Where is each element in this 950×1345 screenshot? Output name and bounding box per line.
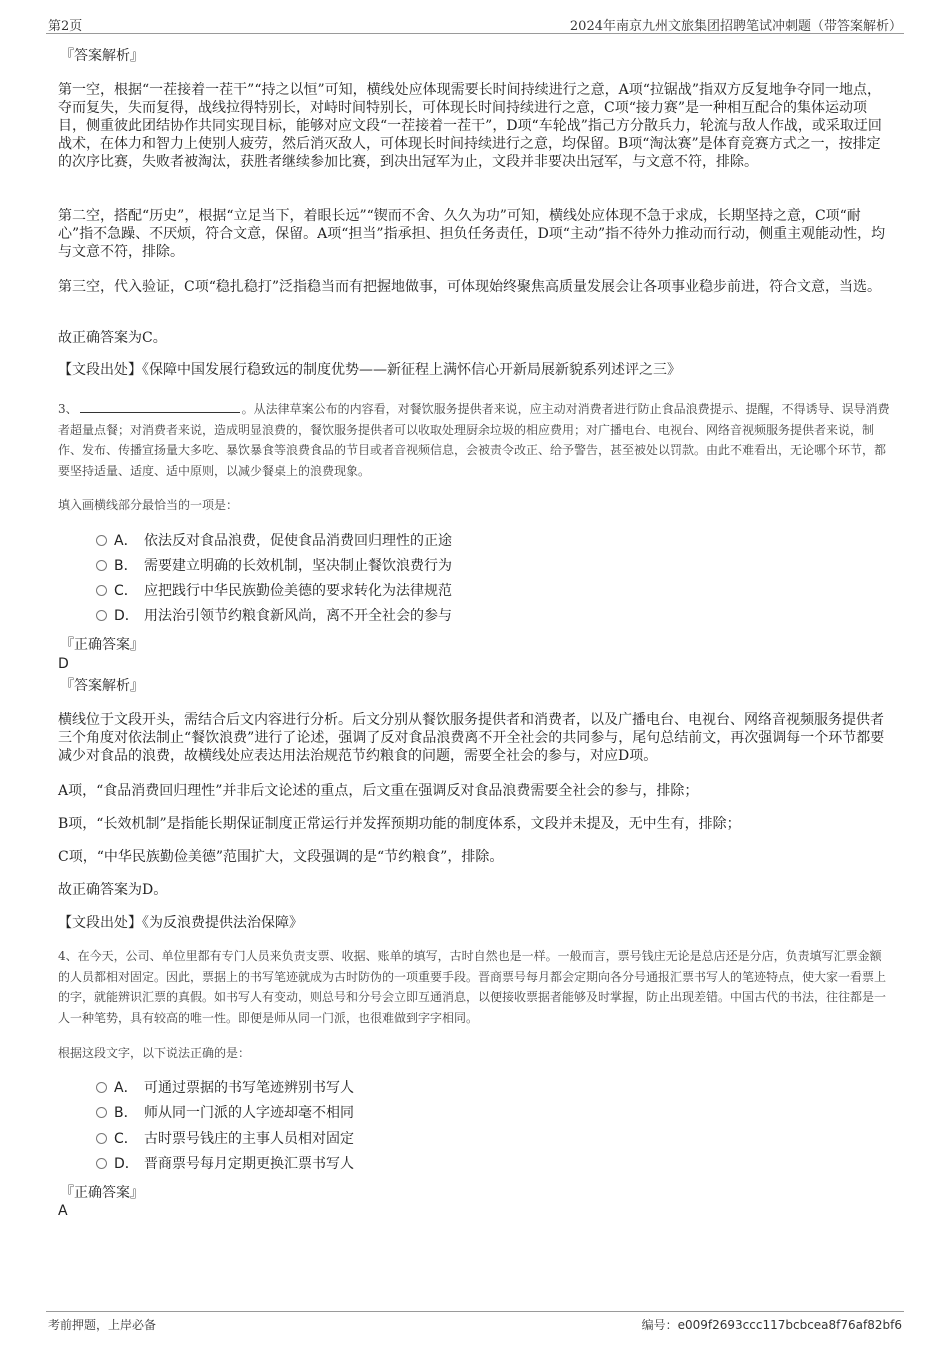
q3-option-d[interactable]: D． 用法治引领节约粮食新风尚，离不开全社会的参与 <box>96 607 452 625</box>
q4-option-d[interactable]: D． 晋商票号每月定期更换汇票书写人 <box>96 1155 354 1173</box>
page-number: 第2页 <box>48 19 83 34</box>
document-id: 编号：e009f2693ccc117bcbcea8f76af82bf6 <box>641 1318 902 1332</box>
q3-option-a[interactable]: A． 依法反对食品浪费，促使食品消费回归理性的正途 <box>96 532 452 550</box>
q4-option-a[interactable]: A． 可通过票据的书写笔迹辨别书写人 <box>96 1079 354 1097</box>
q4-option-c[interactable]: C． 古时票号钱庄的主事人员相对固定 <box>96 1130 354 1148</box>
q2-analysis-label: 『答案解析』 <box>60 48 144 64</box>
fill-blank <box>80 401 240 413</box>
q2-source: 【文段出处】《保障中国发展行稳致远的制度优势——新征程上满怀信心开新局展新貌系列述评之三》 <box>58 362 681 378</box>
q3-option-c[interactable]: C． 应把践行中华民族勤俭美德的要求转化为法律规范 <box>96 582 452 600</box>
q3-analysis-label: 『答案解析』 <box>60 678 144 694</box>
q3-analysis-para4: C项，“中华民族勤俭美德”范围扩大，文段强调的是“节约粮食”，排除。 <box>58 849 504 865</box>
q2-conclusion: 故正确答案为C。 <box>58 330 167 346</box>
q3-answer: D <box>58 656 69 672</box>
q3-text: 。从法律草案公布的内容看，对餐饮服务提供者来说，应主动对消费者进行防止食品浪费提示、提醒，不得诱导、误导消费者超量点餐；对消费者来说，造成明显浪费的，餐饮服务提供者可以收取处理厨余垃圾的相应费用；对广播电台、电视台、网络音视频服务提供者来说，制作、发布、传播宣扬量大多吃、暴饮暴食等浪费食品的节目或者音视频信息，会被责令改正、给予警告，甚至被处以罚款。由此不难看出，无论哪个环节，都要坚持适量、适度、适中原则，以减少餐桌上的浪费现象。 <box>58 402 890 478</box>
q3-answer-label: 『正确答案』 <box>60 637 144 653</box>
radio-icon[interactable] <box>96 610 107 621</box>
radio-icon[interactable] <box>96 1158 107 1169</box>
page-footer <box>46 1311 904 1335</box>
q4-answer: A <box>58 1203 68 1219</box>
q2-analysis-para3: 第三空，代入验证，C项“稳扎稳打”泛指稳当而有把握地做事，可体现始终聚焦高质量发展会让各项事业稳步前进，符合文意，当选。 <box>58 279 882 295</box>
radio-icon[interactable] <box>96 560 107 571</box>
q3-prompt: 填入画横线部分最恰当的一项是： <box>58 498 239 512</box>
q3-conclusion: 故正确答案为D。 <box>58 882 168 898</box>
q3-option-b[interactable]: B． 需要建立明确的长效机制，坚决制止餐饮浪费行为 <box>96 557 452 575</box>
q3-source: 【文段出处】《为反浪费提供法治保障》 <box>58 915 303 931</box>
q4-option-b[interactable]: B． 师从同一门派的人字迹却毫不相同 <box>96 1104 354 1122</box>
q3-stem <box>58 399 892 481</box>
radio-icon[interactable] <box>96 1107 107 1118</box>
q3-analysis-para2: A项，“食品消费回归理性”并非后文论述的重点，后文重在强调反对食品浪费需要全社会的参与，排除； <box>58 783 699 799</box>
q4-stem: 4、在今天，公司、单位里都有专门人员来负责支票、收据、账单的填写，古时自然也是一样。一般而言，票号钱庄无论是总店还是分店，负责填写汇票金额的人员都相对固定。因此，票据上的书写笔迹就成为古时防伪的一项重要手段。晋商票号每月都会定期向各分号通报汇票书写人的笔迹特点，使大家一看票上的字，就能辨识汇票的真假。如书写人有变动，则总号和分号会立即互通消息，以便接收票据者能够及时掌握，防止出现差错。中国古代的书法，往往都是一人一种笔势，具有较高的唯一性。即便是师从同一门派，也很难做到字字相同。 <box>58 949 887 1025</box>
q2-analysis-para1: 第一空，根据“一茬接着一茬干”“持之以恒”可知，横线处应体现需要长时间持续进行之意，A项“拉锯战”指双方反复地争夺同一地点，夺而复失，失而复得，战线拉得特别长，对峙时间特别长，可体现长时间持续进行之意，C项“接力赛”是一种相互配合的集体运动项目，侧重彼此团结协作共同实现目标，能够对应文段“一茬接着一茬干”，D项“车轮战”指己方分散兵力，轮流与敌人作战，或采取迂回战术，在体力和智力上使别人疲劳，然后消灭敌人，可体现长时间持续进行之意，均保留。B项“淘汰赛”是体育竞赛方式之一，按排定的次序比赛，失败者被淘汰，获胜者继续参加比赛，到决出冠军为止，文段并非要决出冠军，与文意不符，排除。 <box>58 82 882 170</box>
q3-number: 3、 <box>58 402 78 416</box>
q3-analysis-para3: B项，“长效机制”是指能长期保证制度正常运行并发挥预期功能的制度体系，文段并未提及，无中生有，排除； <box>58 816 741 832</box>
q4-prompt: 根据这段文字，以下说法正确的是： <box>58 1046 251 1060</box>
q3-analysis-para1: 横线位于文段开头，需结合后文内容进行分析。后文分别从餐饮服务提供者和消费者，以及广播电台、电视台、网络音视频服务提供者三个角度对依法制止“餐饮浪费”进行了论述，强调了反对食品浪费离不开全社会的共同参与，尾句总结前文，再次强调每一个环节都要减少对食品的浪费，故横线处应表达用法治规范节约粮食的问题，需要全社会的参与，对应D项。 <box>58 712 885 764</box>
document-title: 2024年南京九州文旅集团招聘笔试冲刺题（带答案解析） <box>569 19 902 34</box>
q2-analysis-para2: 第二空，搭配“历史”，根据“立足当下，着眼长远”“锲而不舍、久久为功”可知，横线处应体现不急于求成，长期坚持之意，C项“耐心”指不急躁、不厌烦，符合文意，保留。A项“担当”指承担、担负任务责任，D项“主动”指不待外力推动而行动，侧重主观能动性，均与文意不符，排除。 <box>58 208 886 260</box>
radio-icon[interactable] <box>96 585 107 596</box>
radio-icon[interactable] <box>96 1133 107 1144</box>
footer-slogan: 考前押题，上岸必备 <box>48 1318 157 1332</box>
radio-icon[interactable] <box>96 1082 107 1093</box>
page-header <box>46 14 904 34</box>
q4-answer-label: 『正确答案』 <box>60 1185 144 1201</box>
radio-icon[interactable] <box>96 535 107 546</box>
